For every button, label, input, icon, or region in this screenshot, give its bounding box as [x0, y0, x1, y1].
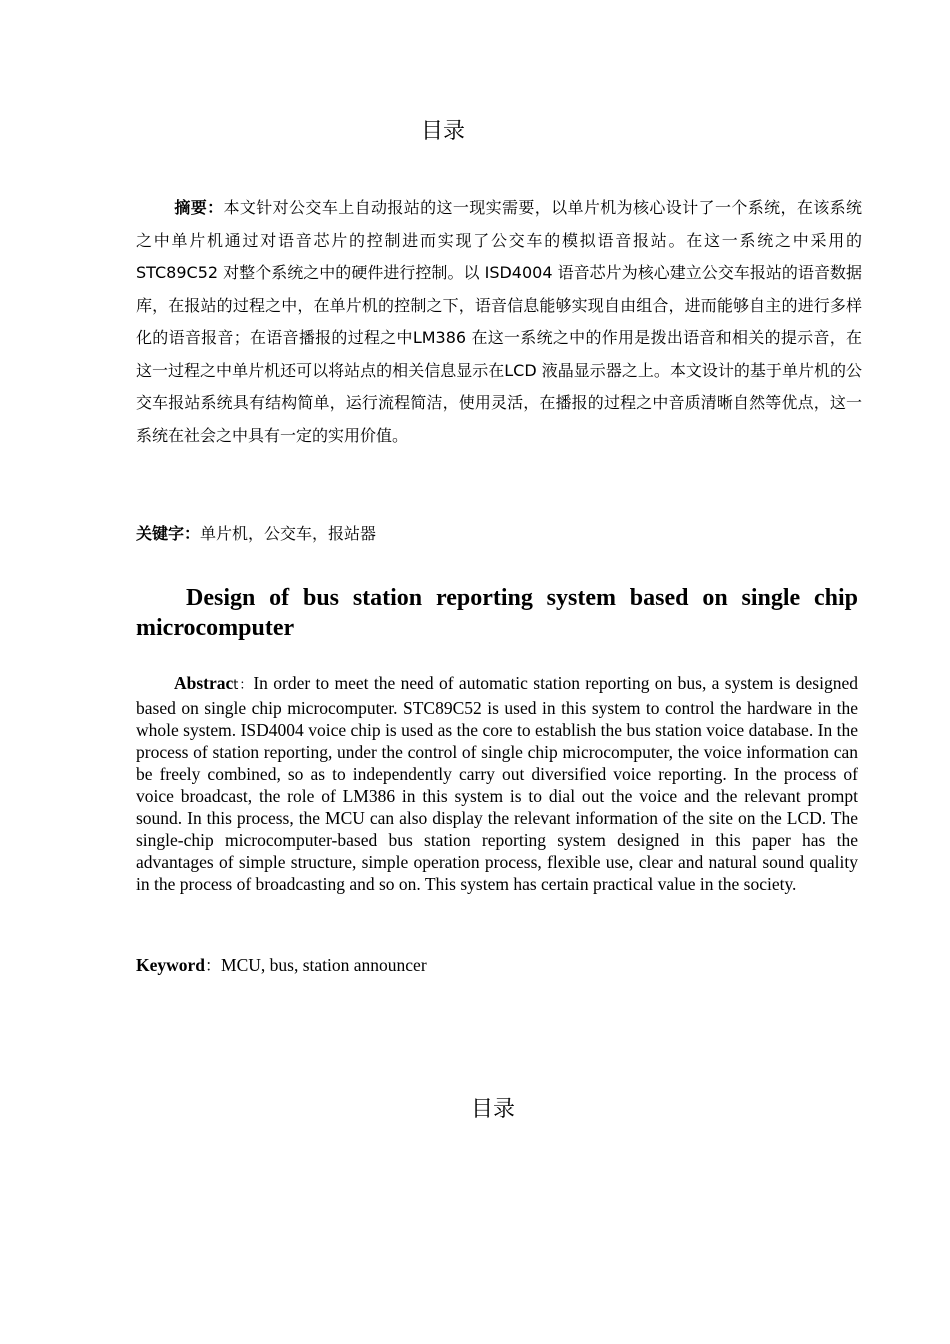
chinese-abstract: [136, 192, 862, 452]
english-keywords-colon: ：: [205, 956, 222, 975]
english-keywords-text: MCU, bus, station announcer: [221, 955, 427, 975]
chinese-keywords-text: 单片机，公交车，报站器: [200, 524, 377, 543]
chinese-abstract-text: 本文针对公交车上自动报站的这一现实需要，以单片机为核心设计了一个系统，在该系统之中单片机通过对语音芯片的控制进而实现了公交车的模拟语音报站。在这一系统之中采用的 STC89C52 对整个系统之中的硬件进行控制。以 ISD4004 语音芯片为核心建立公交车报站的语音数据库，在报站的过程之中，在单片机的控制之下，语音信息能够实现自由组合，进而能够自主的进行多样化的语音报音；在语音播报的过程之中LM386 在这一系统之中的作用是拨出语音和相关的提示音，在这一过程之中单片机还可以将站点的相关信息显示在LCD 液晶显示器之上。本文设计的基于单片机的公交车报站系统具有结构简单，运行流程简洁，使用灵活，在播报的过程之中音质清晰自然等优点，这一系统在社会之中具有一定的实用价值。: [136, 198, 862, 445]
english-title: [136, 583, 858, 643]
english-title-text: Design of bus station reporting system based on single chip microcomputer: [136, 585, 858, 641]
english-keywords: [136, 953, 858, 978]
toc-heading-top: 目录: [420, 119, 465, 144]
chinese-keywords-label: 关键字：: [136, 524, 201, 543]
english-abstract-label: Abstrac: [174, 673, 234, 693]
english-keywords-label: Keyword: [136, 955, 206, 975]
english-abstract: [136, 672, 858, 895]
english-abstract-label-colon: t：: [233, 678, 254, 693]
toc-heading-bottom: 目录: [470, 1097, 515, 1122]
chinese-keywords: [136, 518, 862, 550]
chinese-abstract-label: 摘要：: [174, 198, 224, 217]
english-abstract-text: In order to meet the need of automatic station reporting on bus, a system is designed based on single chip microcomputer. STC89C52 is used in this system to control the hardware in the whole system. ISD4004 voice chip is used as the core to establish the bus station voice database. In the process of station reporting, under the control of single chip microcomputer, the voice information can be freely combined, so as to independently carry out diversified voice reporting. In the process of voice broadcast, the role of LM386 in this system is to dial out the voice and the relevant prompt sound. In this process, the MCU can also display the relevant information of the site on the LCD. The single-chip microcomputer-based bus station reporting system designed in this paper has the advantages of simple structure, simple operation process, flexible use, clear and natural sound quality in the process of broadcasting and so on. This system has certain practical value in the society.: [136, 673, 858, 894]
